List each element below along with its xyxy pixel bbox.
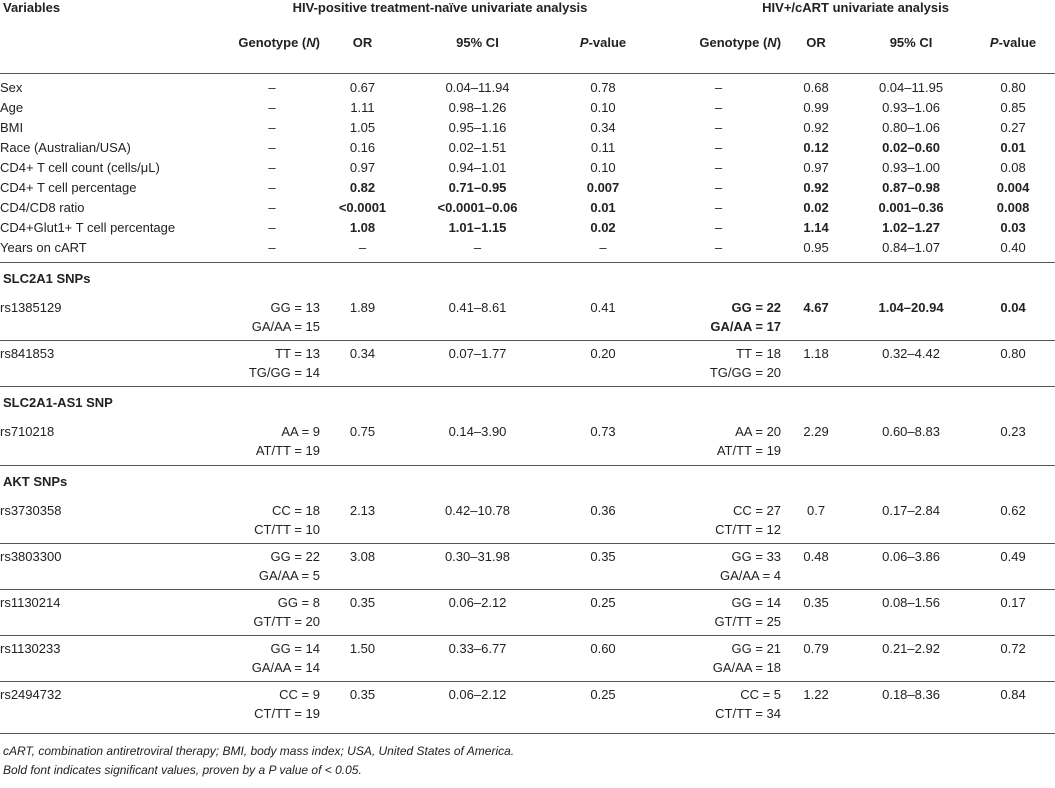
- ci-cell: 0.42–10.78: [405, 498, 550, 544]
- row-label: rs3730358: [0, 498, 224, 544]
- or-cell: 1.08: [349, 219, 376, 235]
- p-cell: 0.004: [996, 179, 1030, 195]
- genotype-cell: –: [714, 79, 723, 95]
- p-cell: 0.02: [590, 219, 616, 235]
- or-cell: <0.0001: [338, 199, 387, 215]
- table-row: [0, 98, 1055, 118]
- p-cell: 0.20: [550, 341, 656, 387]
- footnote-bold: Bold font indicates significant values, proven by a P value of < 0.05.: [3, 763, 362, 777]
- p-cell: 0.73: [550, 419, 656, 465]
- p-cell: 0.27: [1000, 119, 1026, 135]
- section-heading: SLC2A1-AS1 SNP: [3, 395, 113, 410]
- ci-cell: 1.02–1.27: [882, 219, 940, 235]
- or-cell: 0.67: [349, 79, 376, 95]
- or-cell: 0.99: [803, 99, 829, 115]
- row-label: CD4+Glut1+ T cell percentage: [0, 219, 176, 235]
- row-label: CD4/CD8 ratio: [0, 199, 85, 215]
- genotype-cell: –: [268, 179, 276, 195]
- or-cell: 0.75: [320, 419, 405, 465]
- or-cell: 0.97: [803, 159, 829, 175]
- genotype-cell: CC = 5 CT/TT = 34: [656, 682, 781, 734]
- genotype-cell: –: [268, 219, 276, 235]
- row-label: CD4+ T cell count (cells/μL): [0, 159, 160, 175]
- footnote-abbreviations: cART, combination antiretroviral therapy; BMI, body mass index; USA, United States of America.: [3, 744, 515, 758]
- p-cell: 0.84: [971, 682, 1055, 734]
- section-heading-row: [0, 262, 1055, 295]
- table-row: [0, 138, 1055, 158]
- table-row: [0, 73, 1055, 98]
- ci-cell: 0.06–3.86: [851, 544, 971, 590]
- p-cell: 0.25: [550, 682, 656, 734]
- or-cell: 1.18: [781, 341, 851, 387]
- ci-cell: 0.02–1.51: [448, 139, 507, 155]
- row-label: rs1385129: [0, 295, 224, 341]
- genotype-header: Genotype (N): [656, 35, 781, 73]
- genotype-cell: GG = 13 GA/AA = 15: [224, 295, 320, 341]
- p-cell: 0.01: [1000, 139, 1026, 155]
- row-label: Race (Australian/USA): [0, 139, 131, 155]
- group2-header-text: HIV+/cART univariate analysis: [762, 0, 949, 15]
- genotype-cell: GG = 8 GT/TT = 20: [224, 590, 320, 636]
- ci-cell: 0.06–2.12: [405, 682, 550, 734]
- row-label: BMI: [0, 119, 24, 135]
- ci-cell: 0.33–6.77: [405, 636, 550, 682]
- p-cell: 0.01: [590, 199, 616, 215]
- header-row-columns: [0, 35, 1055, 73]
- table-row: [0, 498, 1055, 544]
- genotype-cell: –: [714, 219, 723, 235]
- section-heading-row: [0, 465, 1055, 498]
- or-cell: 0.35: [320, 682, 405, 734]
- ci-cell: 0.02–0.60: [882, 139, 940, 155]
- or-cell: –: [320, 238, 405, 263]
- row-label: rs3803300: [0, 544, 224, 590]
- row-label: rs1130214: [0, 590, 224, 636]
- table-row: [0, 341, 1055, 387]
- genotype-cell: –: [714, 139, 723, 155]
- ci-cell: 0.93–1.00: [882, 159, 940, 175]
- genotype-cell: GG = 22 GA/AA = 5: [224, 544, 320, 590]
- genotype-cell: –: [268, 79, 276, 95]
- ci-cell: 0.32–4.42: [851, 341, 971, 387]
- header-row-groups: [0, 0, 1055, 35]
- genotype-cell: –: [268, 119, 276, 135]
- ci-cell: 0.71–0.95: [448, 179, 507, 195]
- section-heading: SLC2A1 SNPs: [3, 270, 91, 286]
- table-row: [0, 198, 1055, 218]
- genotype-cell: –: [714, 179, 723, 195]
- p-value-header: P-value: [971, 35, 1055, 73]
- genotype-cell: –: [268, 159, 276, 175]
- or-cell: 0.92: [803, 119, 829, 135]
- row-label: rs1130233: [0, 636, 224, 682]
- or-cell: 1.89: [320, 295, 405, 341]
- or-cell: 0.82: [349, 179, 376, 195]
- row-label: CD4+ T cell percentage: [0, 179, 137, 195]
- table-row: [0, 295, 1055, 341]
- table-footnotes: [0, 742, 1055, 780]
- genotype-cell: GG = 14 GT/TT = 25: [656, 590, 781, 636]
- row-label: Years on cART: [0, 238, 224, 263]
- or-cell: 2.29: [781, 419, 851, 465]
- ci-header: 95% CI: [851, 35, 971, 73]
- or-cell: 1.22: [781, 682, 851, 734]
- genotype-cell: –: [714, 159, 723, 175]
- ci-cell: 0.95–1.16: [448, 119, 507, 135]
- or-cell: 1.05: [349, 119, 376, 135]
- genotype-cell: –: [224, 238, 320, 263]
- row-label: Sex: [0, 79, 23, 95]
- or-cell: 0.16: [349, 139, 376, 155]
- p-cell: 0.08: [1000, 159, 1026, 175]
- or-cell: 0.02: [803, 199, 829, 215]
- p-cell: 0.04: [971, 295, 1055, 341]
- genotype-cell: CC = 27 CT/TT = 12: [656, 498, 781, 544]
- p-cell: 0.72: [971, 636, 1055, 682]
- or-cell: 0.97: [349, 159, 376, 175]
- table-row: [0, 158, 1055, 178]
- p-cell: 0.23: [971, 419, 1055, 465]
- ci-cell: 0.60–8.83: [851, 419, 971, 465]
- or-cell: 0.95: [781, 238, 851, 263]
- or-cell: 0.7: [781, 498, 851, 544]
- genotype-cell: TT = 13 TG/GG = 14: [224, 341, 320, 387]
- genotype-cell: CC = 18 CT/TT = 10: [224, 498, 320, 544]
- ci-cell: 0.98–1.26: [448, 99, 507, 115]
- ci-cell: 0.17–2.84: [851, 498, 971, 544]
- ci-cell: 0.07–1.77: [405, 341, 550, 387]
- row-label: rs710218: [0, 419, 224, 465]
- group1-header-text: HIV-positive treatment-naïve univariate analysis: [292, 0, 588, 15]
- genotype-cell: –: [714, 99, 723, 115]
- table-row: [0, 419, 1055, 465]
- genotype-cell: –: [268, 139, 276, 155]
- or-header: OR: [781, 35, 851, 73]
- genotype-cell: –: [268, 199, 276, 215]
- p-cell: 0.41: [550, 295, 656, 341]
- ci-cell: 0.08–1.56: [851, 590, 971, 636]
- ci-cell: 0.30–31.98: [405, 544, 550, 590]
- p-cell: 0.35: [550, 544, 656, 590]
- table-row: [0, 118, 1055, 138]
- p-cell: 0.80: [1000, 79, 1026, 95]
- ci-cell: 0.18–8.36: [851, 682, 971, 734]
- table-row: [0, 590, 1055, 636]
- genotype-cell: GG = 14 GA/AA = 14: [224, 636, 320, 682]
- or-cell: 0.92: [803, 179, 829, 195]
- ci-cell: 0.84–1.07: [851, 238, 971, 263]
- table-row: [0, 544, 1055, 590]
- group2-header: [656, 0, 1055, 35]
- or-header: OR: [320, 35, 405, 73]
- genotype-cell: GG = 22 GA/AA = 17: [656, 295, 781, 341]
- or-cell: 0.48: [781, 544, 851, 590]
- ci-cell: 0.04–11.94: [445, 79, 510, 95]
- genotype-cell: CC = 9 CT/TT = 19: [224, 682, 320, 734]
- table-row: [0, 238, 1055, 263]
- ci-cell: 0.06–2.12: [405, 590, 550, 636]
- p-cell: 0.007: [586, 179, 620, 195]
- genotype-cell: GG = 33 GA/AA = 4: [656, 544, 781, 590]
- p-cell: 0.008: [996, 199, 1030, 215]
- ci-cell: 0.93–1.06: [882, 99, 940, 115]
- row-label: rs2494732: [0, 682, 224, 734]
- ci-cell: 1.01–1.15: [448, 219, 507, 235]
- genotype-cell: AA = 9 AT/TT = 19: [224, 419, 320, 465]
- ci-header: 95% CI: [405, 35, 550, 73]
- p-cell: 0.10: [590, 159, 616, 175]
- ci-cell: 0.41–8.61: [405, 295, 550, 341]
- ci-cell: 0.87–0.98: [882, 179, 940, 195]
- or-cell: 0.34: [320, 341, 405, 387]
- p-cell: 0.36: [550, 498, 656, 544]
- genotype-cell: GG = 21 GA/AA = 18: [656, 636, 781, 682]
- p-cell: 0.25: [550, 590, 656, 636]
- ci-cell: 0.001–0.36: [878, 199, 944, 215]
- p-cell: 0.62: [971, 498, 1055, 544]
- ci-cell: <0.0001–0.06: [437, 199, 518, 215]
- p-cell: 0.78: [590, 79, 616, 95]
- genotype-cell: –: [656, 238, 781, 263]
- or-cell: 0.68: [803, 79, 829, 95]
- ci-cell: 0.21–2.92: [851, 636, 971, 682]
- p-cell: 0.34: [590, 119, 616, 135]
- or-cell: 1.50: [320, 636, 405, 682]
- table-row: [0, 178, 1055, 198]
- p-cell: 0.17: [971, 590, 1055, 636]
- row-label: rs841853: [0, 341, 224, 387]
- genotype-cell: –: [268, 99, 276, 115]
- genotype-header: Genotype (N): [224, 35, 320, 73]
- group1-header: [224, 0, 656, 35]
- section-heading-row: [0, 387, 1055, 420]
- p-cell: 0.85: [1000, 99, 1026, 115]
- or-cell: 3.08: [320, 544, 405, 590]
- or-cell: 0.79: [781, 636, 851, 682]
- table-row: [0, 682, 1055, 734]
- genotype-cell: –: [714, 199, 723, 215]
- genotype-cell: AA = 20 AT/TT = 19: [656, 419, 781, 465]
- ci-cell: 0.04–11.95: [878, 79, 944, 95]
- or-cell: 0.35: [320, 590, 405, 636]
- row-label: Age: [0, 99, 24, 115]
- p-cell: 0.40: [971, 238, 1055, 263]
- ci-cell: 0.14–3.90: [405, 419, 550, 465]
- p-cell: 0.80: [971, 341, 1055, 387]
- variables-header: Variables: [3, 0, 61, 15]
- p-cell: 0.11: [590, 139, 616, 155]
- or-cell: 4.67: [781, 295, 851, 341]
- section-heading: AKT SNPs: [3, 473, 68, 489]
- or-cell: 2.13: [320, 498, 405, 544]
- ci-cell: –: [405, 238, 550, 263]
- p-cell: 0.60: [550, 636, 656, 682]
- p-cell: 0.03: [1000, 219, 1026, 235]
- p-value-header: P-value: [550, 35, 656, 73]
- ci-cell: 0.80–1.06: [882, 119, 940, 135]
- ci-cell: 1.04–20.94: [851, 295, 971, 341]
- p-cell: 0.49: [971, 544, 1055, 590]
- table-row: [0, 218, 1055, 238]
- or-cell: 1.11: [350, 99, 375, 115]
- genotype-cell: TT = 18 TG/GG = 20: [656, 341, 781, 387]
- table-row: [0, 636, 1055, 682]
- or-cell: 0.12: [803, 139, 829, 155]
- p-cell: –: [550, 238, 656, 263]
- genotype-cell: –: [714, 119, 723, 135]
- or-cell: 0.35: [781, 590, 851, 636]
- ci-cell: 0.94–1.01: [448, 159, 507, 175]
- or-cell: 1.14: [803, 219, 829, 235]
- p-cell: 0.10: [590, 99, 616, 115]
